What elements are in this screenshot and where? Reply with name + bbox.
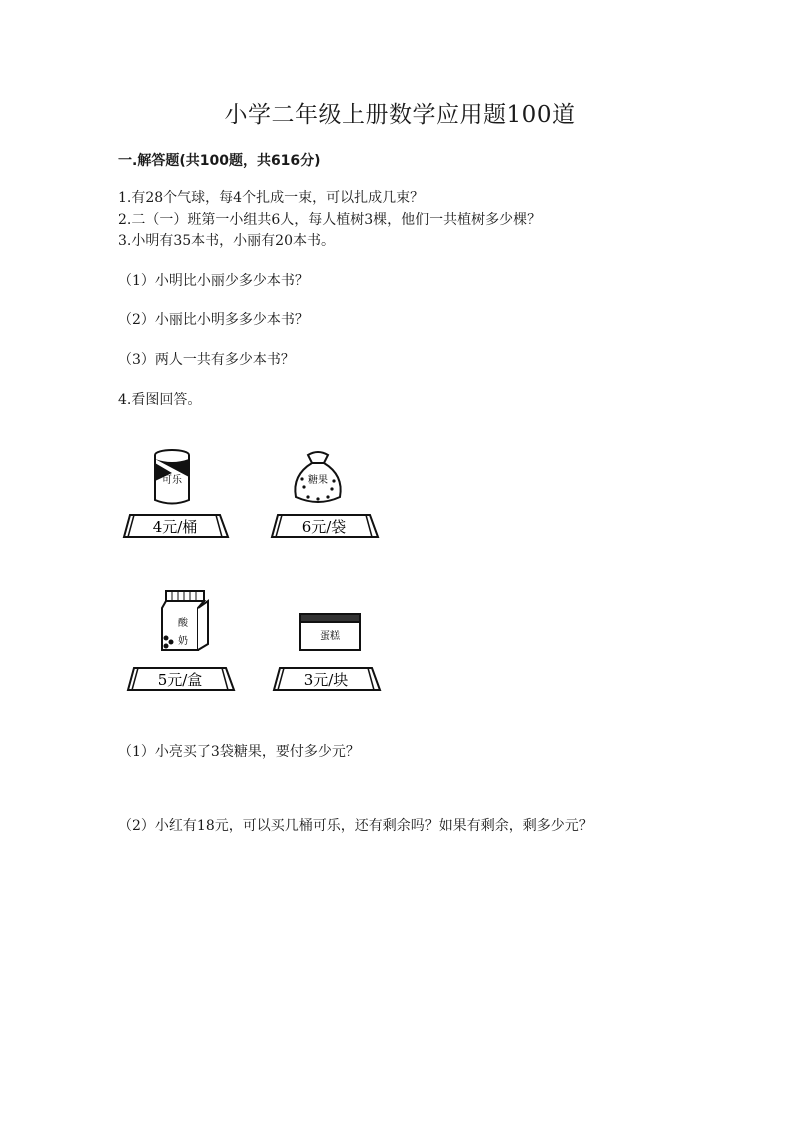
question-2: 2.二（一）班第一小组共6人，每人植树3棵，他们一共植树多少棵？ bbox=[118, 212, 542, 228]
cake-text: 蛋糕 bbox=[320, 631, 340, 642]
page-title: 小学二年级上册数学应用题100道 bbox=[224, 102, 576, 128]
cola-item bbox=[120, 445, 230, 545]
yogurt-box-text-1: 酸 bbox=[178, 618, 188, 629]
question-3: 3.小明有35本书，小丽有20本书。 bbox=[118, 233, 335, 249]
question-3-1: （1）小明比小丽少多少本书？ bbox=[118, 273, 309, 289]
cola-price: 4元/桶 bbox=[152, 518, 198, 536]
question-4: 4.看图回答。 bbox=[118, 392, 202, 408]
candy-item bbox=[266, 445, 381, 545]
candy-price: 6元/袋 bbox=[301, 518, 347, 536]
question-4-2: （2）小红有18元，可以买几桶可乐，还有剩余吗？如果有剩余，剩多少元？ bbox=[118, 818, 593, 834]
cake-item bbox=[268, 608, 383, 698]
candy-bag-text: 糖果 bbox=[308, 475, 328, 486]
yogurt-item bbox=[122, 588, 237, 698]
question-1: 1.有28个气球，每4个扎成一束，可以扎成几束？ bbox=[118, 190, 425, 206]
cake-price: 3元/块 bbox=[303, 671, 349, 689]
yogurt-price: 5元/盒 bbox=[157, 671, 203, 689]
question-3-2: （2）小丽比小明多多少本书？ bbox=[118, 312, 309, 328]
section-heading: 一.解答题(共100题，共616分) bbox=[118, 153, 321, 169]
cola-can-text: 可乐 bbox=[162, 475, 182, 486]
question-3-3: （3）两人一共有多少本书？ bbox=[118, 352, 295, 368]
yogurt-box-text-2: 奶 bbox=[178, 636, 188, 647]
question-4-1: （1）小亮买了3袋糖果，要付多少元？ bbox=[118, 744, 360, 760]
